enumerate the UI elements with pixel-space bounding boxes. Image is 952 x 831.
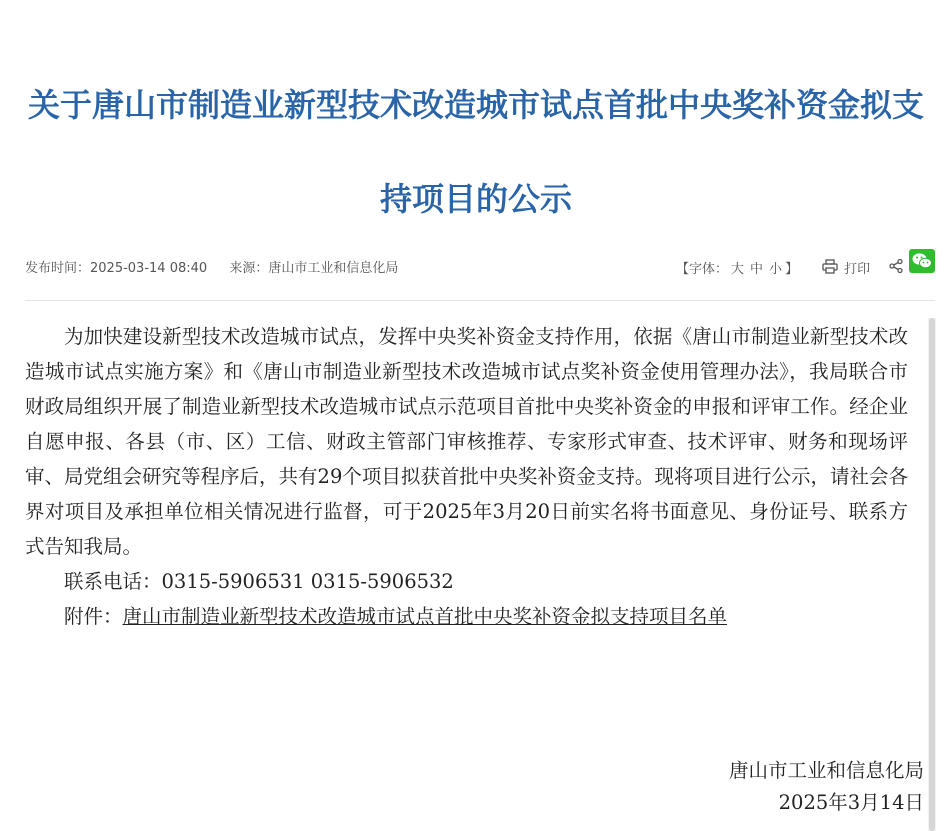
font-size-small-button[interactable]: 小 bbox=[769, 261, 783, 277]
header-divider bbox=[25, 300, 935, 301]
font-size-close: 】 bbox=[785, 261, 799, 277]
font-size-switcher bbox=[676, 260, 798, 280]
article-meta bbox=[25, 260, 416, 278]
page-title-line-1: 关于唐山市制造业新型技术改造城市试点首批中央奖补资金拟支 bbox=[27, 86, 924, 125]
font-size-label: 【字体： bbox=[676, 261, 729, 277]
share-icon bbox=[888, 258, 904, 281]
signature-org: 唐山市工业和信息化局 bbox=[728, 759, 924, 782]
signature-date: 2025年3月14日 bbox=[778, 791, 924, 814]
publish-time bbox=[25, 261, 207, 276]
signature-block bbox=[729, 755, 924, 819]
scrollbar-thumb[interactable] bbox=[929, 318, 935, 831]
printer-icon bbox=[822, 259, 844, 281]
body-paragraph: 为加快建设新型技术改造城市试点，发挥中央奖补资金支持作用，依据《唐山市制造业新型技术改造城市试点实施方案》和《唐山市制造业新型技术改造城市试点奖补资金使用管理办法》，我局联合市财政局组织开展了制造业新型技术改造城市试点示范项目首批中央奖补资金的申报和评审工作。经企业自愿申报、各县（市、区）工信、财政主管部门审核推荐、专家形式审查、技术评审、财务和现场评审、局党组会研究等程序后，共有29个项目拟获首批中央奖补资金支持。现将项目进行公示，请社会各界对项目及承担单位相关情况进行监督，可于2025年3月20日前实名将书面意见、身份证号、联系方式告知我局。 bbox=[25, 325, 908, 558]
scrollbar[interactable] bbox=[928, 318, 936, 831]
article-toolbar bbox=[676, 258, 904, 281]
contact-label: 联系电话： bbox=[64, 570, 162, 593]
wechat-icon bbox=[909, 258, 935, 277]
attachment-label: 附件： bbox=[64, 605, 123, 628]
attachment-link[interactable]: 唐山市制造业新型技术改造城市试点首批中央奖补资金拟支持项目名单 bbox=[122, 605, 728, 628]
publish-time-value: 2025-03-14 08:40 bbox=[90, 261, 208, 276]
publish-time-label: 发布时间： bbox=[25, 261, 91, 276]
contact-phones: 0315-5906531 0315-5906532 bbox=[161, 570, 454, 593]
font-size-large-button[interactable]: 大 bbox=[731, 261, 745, 277]
source-value: 唐山市工业和信息化局 bbox=[268, 261, 399, 276]
print-label: 打印 bbox=[844, 261, 871, 277]
article-body bbox=[25, 319, 908, 634]
share-button[interactable] bbox=[888, 258, 904, 281]
contact-line bbox=[25, 564, 908, 599]
source bbox=[229, 261, 398, 276]
source-label: 来源： bbox=[229, 261, 269, 276]
attachment-line bbox=[25, 599, 908, 634]
font-size-medium-button[interactable]: 中 bbox=[750, 261, 764, 277]
page-title-line-2: 持项目的公示 bbox=[379, 180, 572, 219]
wechat-share-button[interactable] bbox=[909, 249, 935, 273]
print-button[interactable] bbox=[822, 259, 870, 281]
